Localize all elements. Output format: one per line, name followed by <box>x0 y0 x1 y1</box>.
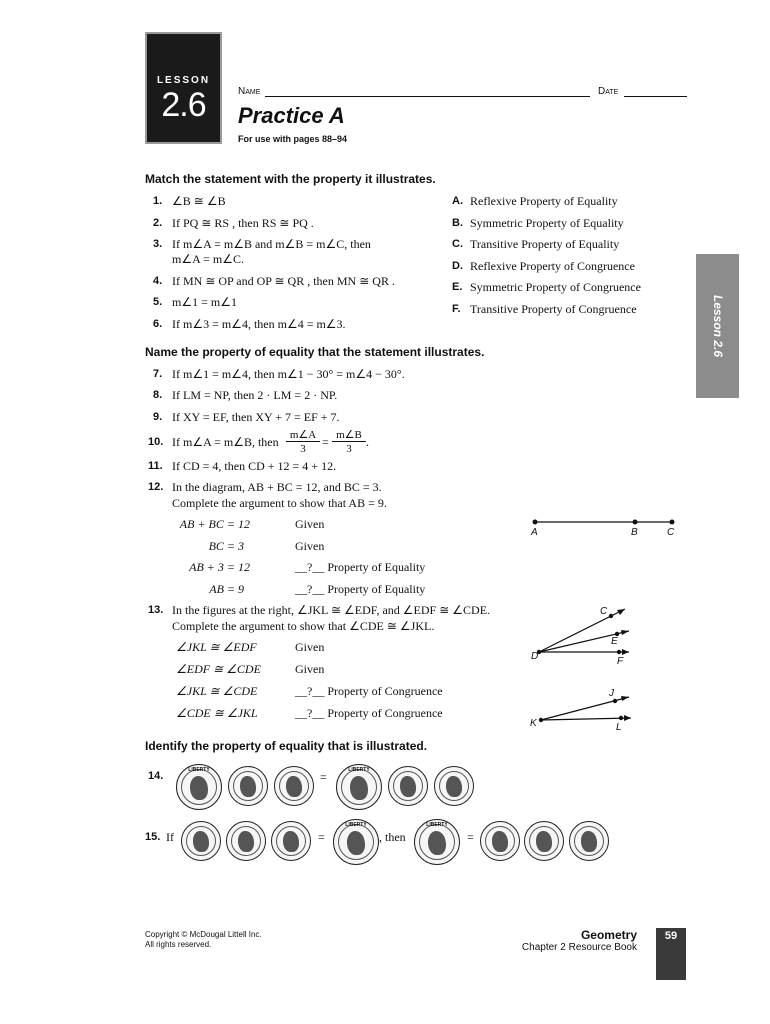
name-label: Name <box>238 86 261 97</box>
item-statement: If LM = NP, then 2 · LM = 2 · NP. <box>172 388 338 402</box>
point-b <box>633 520 638 525</box>
label-d: D <box>531 651 539 662</box>
lesson-tab <box>145 32 222 144</box>
option-letter: D. <box>452 260 463 272</box>
proof-reason: Given <box>295 640 325 654</box>
page-title: Practice A <box>238 103 345 128</box>
label-e: E <box>611 636 618 647</box>
quarter-coin-icon <box>274 766 314 806</box>
section3-heading: Identify the property of equality that is illustrated. <box>145 739 428 753</box>
proof-reason[interactable]: __?__ Property of Equality <box>295 582 426 596</box>
item-statement: If m∠A = m∠B, then <box>172 435 279 449</box>
equals-sign: = <box>320 770 327 784</box>
side-tab-label: Lesson 2.6 <box>711 294 725 358</box>
option-letter: A. <box>452 195 463 207</box>
item-statement: If m∠1 = m∠4, then m∠1 − 30° = m∠4 − 30°. <box>172 367 405 381</box>
date-field[interactable] <box>624 84 687 97</box>
option-letter: F. <box>452 303 461 315</box>
item-number: 2. <box>153 217 163 229</box>
item-number: 13. <box>148 604 164 616</box>
item-number: 8. <box>153 389 163 401</box>
quarter-coin-icon <box>524 821 564 861</box>
item-statement: m∠1 = m∠1 <box>172 295 237 309</box>
point-f <box>617 650 621 654</box>
label-c: C <box>667 527 675 538</box>
proof-statement: ∠JKL ≅ ∠EDF <box>176 640 257 654</box>
label-j: J <box>609 688 614 699</box>
quarter-coin-icon <box>226 821 266 861</box>
proof-reason: Given <box>295 662 325 676</box>
page-number: 59 <box>656 928 686 980</box>
half-dollar-coin-icon: LIBERTY <box>336 764 382 810</box>
point-a <box>533 520 538 525</box>
proof-statement: BC = 3 <box>208 539 244 553</box>
fraction-numerator: m∠B <box>332 428 366 442</box>
option-letter: E. <box>452 281 463 293</box>
option-text: Reflexive Property of Equality <box>470 194 618 208</box>
lesson-label: LESSON <box>156 75 211 86</box>
proof-reason: Given <box>295 517 325 531</box>
equals-sign: = <box>467 830 474 844</box>
label-c: C <box>600 606 608 617</box>
section1-heading: Match the statement with the property it illustrates. <box>145 172 436 186</box>
proof-statement: AB + 3 = 12 <box>189 560 250 574</box>
proof-statement: ∠JKL ≅ ∠CDE <box>176 684 258 698</box>
item-number: 9. <box>153 411 163 423</box>
item-number: 4. <box>153 275 163 287</box>
point-j <box>613 699 617 703</box>
fraction-denominator: 3 <box>346 443 352 455</box>
item-statement: In the diagram, AB + BC = 12, and BC = 3. <box>172 480 382 494</box>
segment-diagram <box>525 512 685 542</box>
period: . <box>366 435 369 449</box>
item-number: 11. <box>148 460 163 472</box>
section2-heading: Name the property of equality that the statement illustrates. <box>145 345 485 359</box>
item-number: 5. <box>153 296 163 308</box>
label-l: L <box>616 722 622 733</box>
item-statement-cont: Complete the argument to show that ∠CDE ≅ ∠JKL. <box>172 619 435 633</box>
half-dollar-coin-icon: LIBERTY <box>414 819 460 865</box>
point-k <box>539 718 543 722</box>
proof-statement: AB + BC = 12 <box>179 517 250 531</box>
angle-diagram <box>525 600 640 740</box>
item-statement-cont: Complete the argument to show that AB = 9. <box>172 496 387 510</box>
item-statement: If PQ ≅ RS , then RS ≅ PQ . <box>172 216 314 230</box>
proof-statement: ∠CDE ≅ ∠JKL <box>176 706 258 720</box>
item-statement: ∠B ≅ ∠B <box>172 194 226 208</box>
item-statement: If MN ≅ OP and OP ≅ QR , then MN ≅ QR . <box>172 274 395 288</box>
proof-reason[interactable]: __?__ Property of Equality <box>295 560 426 574</box>
then-text: , then <box>379 830 406 844</box>
equals-sign: = <box>322 435 329 449</box>
ray-kl <box>541 718 631 720</box>
quarter-coin-icon <box>434 766 474 806</box>
proof-reason[interactable]: __?__ Property of Congruence <box>295 684 443 698</box>
label-k: K <box>530 718 537 729</box>
item-number: 14. <box>148 770 164 782</box>
book-title: Geometry <box>580 928 637 942</box>
item-number: 6. <box>153 318 163 330</box>
lesson-number: 2.6 <box>161 86 206 124</box>
item-number: 12. <box>148 481 164 493</box>
fraction-denominator: 3 <box>300 443 306 455</box>
fraction-numerator: m∠A <box>286 428 320 442</box>
point-l <box>619 716 623 720</box>
copyright: Copyright © McDougal Littell Inc. All rights reserved. <box>145 930 262 949</box>
option-text: Transitive Property of Equality <box>470 237 620 251</box>
item-number: 7. <box>153 368 163 380</box>
label-f: F <box>617 656 624 667</box>
item-statement: In the figures at the right, ∠JKL ≅ ∠EDF, and ∠EDF ≅ ∠CDE. <box>172 603 491 617</box>
quarter-coin-icon <box>388 766 428 806</box>
page-subtitle: For use with pages 88–94 <box>238 134 348 144</box>
half-dollar-coin-icon: LIBERTY <box>176 764 222 810</box>
option-text: Symmetric Property of Congruence <box>470 280 641 294</box>
proof-statement: ∠EDF ≅ ∠CDE <box>176 662 261 676</box>
date-label: Date <box>598 86 619 97</box>
label-a: A <box>531 527 538 538</box>
name-field[interactable] <box>265 84 590 97</box>
quarter-coin-icon <box>480 821 520 861</box>
option-text: Transitive Property of Congruence <box>470 302 637 316</box>
if-text: If <box>166 830 174 844</box>
proof-reason[interactable]: __?__ Property of Congruence <box>295 706 443 720</box>
item-statement: If CD = 4, then CD + 12 = 4 + 12. <box>172 459 337 473</box>
quarter-coin-icon <box>271 821 311 861</box>
quarter-coin-icon <box>569 821 609 861</box>
label-b: B <box>631 527 638 538</box>
item-number: 15. <box>145 831 161 843</box>
option-letter: B. <box>452 217 463 229</box>
proof-reason: Given <box>295 539 325 553</box>
half-dollar-coin-icon: LIBERTY <box>333 819 379 865</box>
item-statement: If m∠3 = m∠4, then m∠4 = m∠3. <box>172 317 346 331</box>
equals-sign: = <box>318 830 325 844</box>
item-number: 1. <box>153 195 163 207</box>
resource-book: Chapter 2 Resource Book <box>521 942 637 953</box>
proof-statement: AB = 9 <box>209 582 244 596</box>
side-tab <box>696 254 739 398</box>
item-statement: If m∠A = m∠B and m∠B = m∠C, then <box>172 237 371 251</box>
item-statement: If XY = EF, then XY + 7 = EF + 7. <box>172 410 340 424</box>
point-c <box>670 520 675 525</box>
quarter-coin-icon <box>228 766 268 806</box>
option-letter: C. <box>452 238 463 250</box>
item-number: 10. <box>148 436 164 448</box>
item-number: 3. <box>153 238 163 250</box>
option-text: Symmetric Property of Equality <box>470 216 624 230</box>
point-c <box>609 614 613 618</box>
item-statement-cont: m∠A = m∠C. <box>172 252 244 266</box>
option-text: Reflexive Property of Congruence <box>470 259 635 273</box>
quarter-coin-icon <box>181 821 221 861</box>
